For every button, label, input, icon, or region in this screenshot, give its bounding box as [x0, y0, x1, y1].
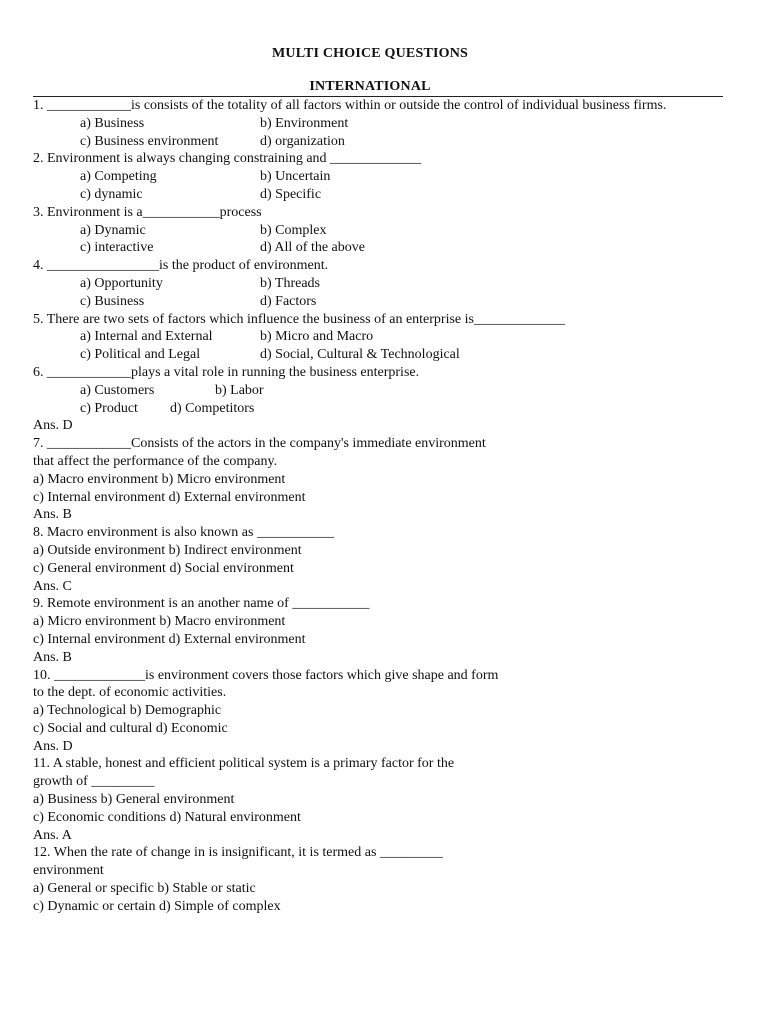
question-1-options-row1: [33, 115, 733, 133]
question-list: [33, 97, 733, 916]
option-c: c) Political and Legal: [80, 347, 201, 363]
question-1-options-row2: [33, 133, 733, 151]
option-b: b) Micro and Macro: [260, 329, 374, 345]
question-8-answer: Ans. C: [33, 578, 72, 594]
document-title: MULTI CHOICE QUESTIONS: [271, 46, 469, 61]
option-a: a) Opportunity: [80, 275, 163, 291]
question-12-text-line2: environment: [33, 863, 104, 879]
option-b: b) Labor: [215, 382, 264, 398]
option-b: b) Environment: [260, 115, 349, 131]
option-a: a) Competing: [80, 169, 157, 185]
option-b: b) Uncertain: [260, 169, 331, 185]
question-8-options-cd: c) General environment d) Social environment: [33, 560, 294, 576]
question-11-text-line2: growth of _________: [33, 774, 155, 790]
question-9-options-ab: a) Micro environment b) Macro environment: [33, 614, 286, 630]
option-b: b) Complex: [260, 222, 327, 238]
question-6-text: 6. ____________plays a vital role in running the business enterprise.: [33, 364, 420, 380]
question-5-options-row2: [33, 346, 733, 364]
question-9-options-cd: c) Internal environment d) External environment: [33, 631, 306, 647]
question-3-options-row2: [33, 239, 733, 257]
option-d: d) Factors: [260, 293, 317, 309]
question-8-text: 8. Macro environment is also known as ___________: [33, 525, 334, 541]
question-6-options-row2: [33, 400, 733, 418]
option-d: d) Competitors: [170, 400, 255, 416]
option-d: d) Specific: [260, 186, 322, 202]
question-6-options-row1: [33, 382, 733, 400]
option-c: c) Business: [80, 293, 145, 309]
question-10-options-ab: a) Technological b) Demographic: [33, 703, 222, 719]
option-a: a) Internal and External: [80, 329, 213, 345]
option-d: d) organization: [260, 133, 345, 149]
option-d: d) Social, Cultural & Technological: [260, 347, 460, 363]
question-11-answer: Ans. A: [33, 827, 72, 843]
question-7-options-cd: c) Internal environment d) External environment: [33, 489, 306, 505]
question-3-options-row1: [33, 222, 733, 240]
question-2-options-row2: [33, 186, 733, 204]
option-c: c) Business environment: [80, 133, 219, 149]
question-10-text-line2: to the dept. of economic activities.: [33, 685, 227, 701]
question-8-options-ab: a) Outside environment b) Indirect environment: [33, 542, 302, 558]
question-3-text: 3. Environment is a___________process: [33, 204, 262, 220]
question-10-options-cd: c) Social and cultural d) Economic: [33, 720, 228, 736]
question-7-options-ab: a) Macro environment b) Micro environment: [33, 471, 286, 487]
option-a: a) Business: [80, 115, 145, 131]
question-12-options-ab: a) General or specific b) Stable or static: [33, 881, 256, 897]
option-c: c) Product: [80, 400, 138, 416]
question-2-options-row1: [33, 168, 733, 186]
question-12-text-line1: 12. When the rate of change in is insignificant, it is termed as _________: [33, 845, 443, 861]
question-12-options-cd: c) Dynamic or certain d) Simple of complex: [33, 898, 281, 914]
option-b: b) Threads: [260, 275, 320, 291]
question-5-text: 5. There are two sets of factors which influence the business of an enterprise is_____________: [33, 311, 565, 327]
question-4-text: 4. ________________is the product of environment.: [33, 258, 329, 274]
option-c: c) interactive: [80, 240, 154, 256]
question-11-options-ab: a) Business b) General environment: [33, 792, 235, 808]
document-subtitle: INTERNATIONAL: [309, 79, 431, 94]
option-c: c) dynamic: [80, 186, 143, 202]
question-4-options-row1: [33, 275, 733, 293]
question-4-options-row2: [33, 293, 733, 311]
question-1-text: 1. ____________is consists of the totality of all factors within or outside the control of individual business firms.: [33, 98, 667, 113]
question-10-answer: Ans. D: [33, 738, 73, 754]
question-2-text: 2. Environment is always changing constraining and _____________: [33, 151, 422, 167]
question-5-options-row1: [33, 328, 733, 346]
question-7-text-line1: 7. ____________Consists of the actors in the company's immediate environment: [33, 436, 486, 452]
question-9-text: 9. Remote environment is an another name of ___________: [33, 596, 370, 612]
option-a: a) Customers: [80, 382, 155, 398]
option-d: d) All of the above: [260, 240, 365, 256]
question-6-answer: Ans. D: [33, 418, 73, 434]
question-11-text-line1: 11. A stable, honest and efficient political system is a primary factor for the: [33, 756, 455, 772]
question-7-text-line2: that affect the performance of the company.: [33, 453, 278, 469]
question-10-text-line1: 10. _____________is environment covers those factors which give shape and form: [33, 667, 499, 683]
question-9-answer: Ans. B: [33, 649, 72, 665]
question-11-options-cd: c) Economic conditions d) Natural environment: [33, 809, 301, 825]
option-a: a) Dynamic: [80, 222, 146, 238]
question-7-answer: Ans. B: [33, 507, 72, 523]
